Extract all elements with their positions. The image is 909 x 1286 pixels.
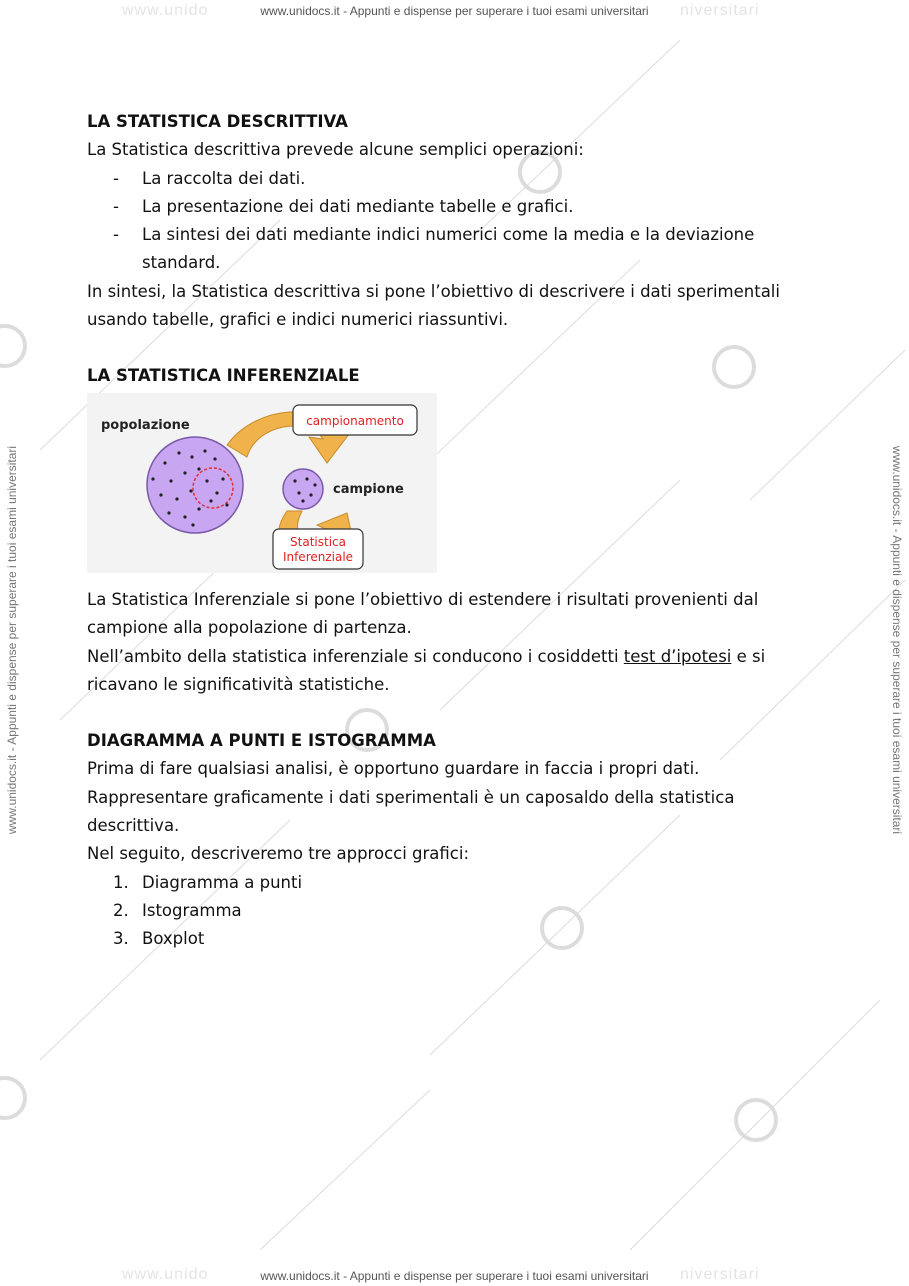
- section-summary: In sintesi, la Statistica descrittiva si pone l’obiettivo di descrivere i dati sperimentali usando tabelle, grafici e indici numerici riassuntivi.: [87, 281, 780, 330]
- inference-label-line1: Statistica: [290, 534, 346, 549]
- list-item-text: La raccolta dei dati.: [142, 168, 306, 188]
- sample-label: campione: [333, 481, 404, 497]
- list-item: [87, 925, 817, 953]
- list-number: 1.: [113, 872, 129, 892]
- list-bullet: -: [113, 225, 119, 245]
- inference-paragraph-1: La Statistica Inferenziale si pone l’obiettivo di estendere i risultati provenienti dal campione alla popolazione di partenza.: [87, 589, 759, 638]
- list-item-text: La sintesi dei dati mediante indici numerici come la media e la deviazione standard.: [142, 225, 755, 273]
- hypothesis-test-link[interactable]: test d’ipotesi: [623, 646, 732, 666]
- sampling-label: campionamento: [306, 413, 404, 428]
- list-bullet: -: [113, 196, 119, 216]
- list-item: [87, 869, 817, 897]
- watermark-ghost-text-left-bottom: www.unido: [122, 1266, 209, 1283]
- section-title-diagramma: DIAGRAMMA A PUNTI E ISTOGRAMMA: [87, 731, 436, 751]
- watermark-ghost-text-right-bottom: niversitari: [680, 1266, 760, 1283]
- list-item: [87, 193, 817, 221]
- inference-diagram: [87, 393, 437, 573]
- graphic-approaches-list: [87, 869, 817, 954]
- watermark-footer: www.unidocs.it - Appunti e dispense per superare i tuoi esami universitari: [260, 1269, 649, 1283]
- document-body: [87, 108, 817, 954]
- population-label: popolazione: [101, 417, 190, 433]
- inference-paragraph-2: [87, 643, 817, 700]
- list-bullet: -: [113, 168, 119, 188]
- section-intro: La Statistica descrittiva prevede alcune semplici operazioni:: [87, 140, 584, 160]
- list-item: [87, 897, 817, 925]
- section-title-descrittiva: LA STATISTICA DESCRITTIVA: [87, 112, 348, 131]
- list-number: 3.: [113, 929, 129, 949]
- population-circle: [147, 437, 243, 533]
- list-item-text: Diagramma a punti: [142, 872, 303, 892]
- diagram-paragraph-3: Nel seguito, descriveremo tre approcci grafici:: [87, 844, 470, 864]
- inference-text-after: e si ricavano le significatività statistiche.: [87, 646, 766, 694]
- list-item: [87, 165, 817, 193]
- sample-circle: [283, 469, 323, 509]
- list-item: [87, 221, 817, 278]
- list-item-text: Istogramma: [142, 900, 242, 920]
- watermark-ghost-text-right: niversitari: [680, 2, 760, 19]
- diagram-paragraph-1: Prima di fare qualsiasi analisi, è opportuno guardare in faccia i propri dati.: [87, 759, 700, 779]
- watermark-side-right: www.unidocs.it - Appunti e dispense per superare i tuoi esami universitari: [890, 445, 904, 835]
- section-title-inferenziale: LA STATISTICA INFERENZIALE: [87, 366, 360, 386]
- inference-label-line2: Inferenziale: [282, 549, 354, 564]
- watermark-header: www.unidocs.it - Appunti e dispense per superare i tuoi esami universitari: [260, 4, 649, 18]
- inference-text-before: Nell’ambito della statistica inferenziale si conducono i cosiddetti: [87, 646, 624, 666]
- operations-list: [87, 165, 817, 278]
- watermark-ghost-text-left: www.unido: [122, 2, 209, 19]
- diagram-paragraph-2: Rappresentare graficamente i dati sperimentali è un caposaldo della statistica descrittiva.: [87, 787, 735, 836]
- watermark-side-left: www.unidocs.it - Appunti e dispense per superare i tuoi esami universitari: [5, 445, 19, 835]
- list-number: 2.: [113, 900, 129, 920]
- list-item-text: Boxplot: [142, 929, 205, 949]
- list-item-text: La presentazione dei dati mediante tabelle e grafici.: [142, 196, 574, 216]
